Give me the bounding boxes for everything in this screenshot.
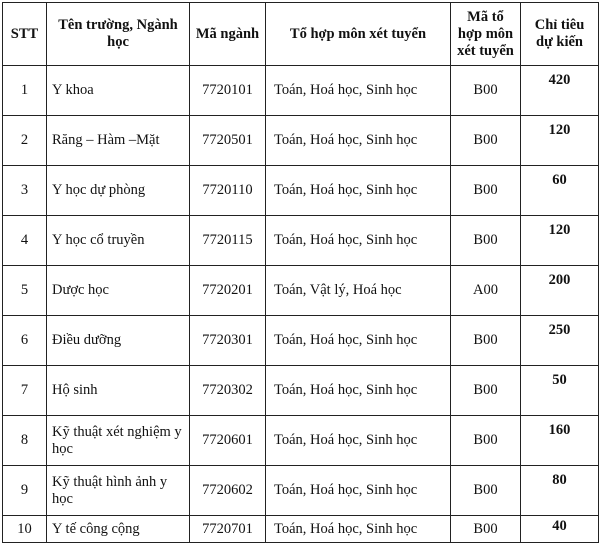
cell-stt: 4: [3, 216, 47, 266]
header-group: [451, 3, 521, 66]
cell-group: B00: [451, 366, 521, 416]
cell-name: Y học cổ truyền: [47, 216, 190, 266]
header-combo: Tổ hợp môn xét tuyển: [266, 3, 451, 66]
cell-code: 7720602: [190, 466, 266, 516]
cell-name: Điều dưỡng: [47, 316, 190, 366]
cell-name: Kỹ thuật hình ảnh y học: [47, 466, 190, 516]
cell-group: B00: [451, 216, 521, 266]
cell-stt: 9: [3, 466, 47, 516]
cell-combo: Toán, Hoá học, Sinh học: [266, 316, 451, 366]
header-group-line1: Mã tổ: [467, 8, 504, 25]
table-row: [3, 166, 599, 216]
header-quota: [521, 3, 599, 66]
cell-group: B00: [451, 466, 521, 516]
cell-group: B00: [451, 316, 521, 366]
header-quota-line1: Chỉ tiêu: [534, 17, 585, 33]
cell-code: 7720601: [190, 416, 266, 466]
cell-name: Kỹ thuật xét nghiệm y học: [47, 416, 190, 466]
cell-group: B00: [451, 66, 521, 116]
table-row: [3, 516, 599, 543]
cell-group: B00: [451, 116, 521, 166]
table-row: [3, 116, 599, 166]
header-stt: STT: [3, 3, 47, 66]
cell-combo: Toán, Hoá học, Sinh học: [266, 66, 451, 116]
cell-group: B00: [451, 416, 521, 466]
cell-name: Y tế công cộng: [47, 516, 190, 543]
cell-stt: 6: [3, 316, 47, 366]
header-name-line1: Tên trường, Ngành: [58, 17, 178, 33]
cell-combo: Toán, Hoá học, Sinh học: [266, 166, 451, 216]
cell-combo: Toán, Hoá học, Sinh học: [266, 466, 451, 516]
cell-quota: 60: [521, 166, 599, 216]
cell-combo: Toán, Hoá học, Sinh học: [266, 216, 451, 266]
cell-code: 7720115: [190, 216, 266, 266]
table-row: [3, 316, 599, 366]
admissions-table: [2, 2, 599, 543]
header-code: Mã ngành: [190, 3, 266, 66]
cell-quota: 420: [521, 66, 599, 116]
cell-code: 7720302: [190, 366, 266, 416]
header-group-line3: xét tuyển: [457, 42, 514, 59]
table-row: [3, 266, 599, 316]
cell-stt: 8: [3, 416, 47, 466]
cell-quota: 160: [521, 416, 599, 466]
cell-group: A00: [451, 266, 521, 316]
cell-quota: 200: [521, 266, 599, 316]
cell-stt: 5: [3, 266, 47, 316]
table-row: [3, 216, 599, 266]
cell-stt: 7: [3, 366, 47, 416]
cell-code: 7720101: [190, 66, 266, 116]
cell-code: 7720701: [190, 516, 266, 543]
cell-stt: 10: [3, 516, 47, 543]
header-group-line2: hợp môn: [457, 25, 514, 42]
cell-quota: 120: [521, 116, 599, 166]
cell-stt: 2: [3, 116, 47, 166]
cell-stt: 1: [3, 66, 47, 116]
cell-quota: 250: [521, 316, 599, 366]
cell-group: B00: [451, 166, 521, 216]
cell-quota: 120: [521, 216, 599, 266]
cell-name: Y khoa: [47, 66, 190, 116]
cell-group: B00: [451, 516, 521, 543]
cell-name: Răng – Hàm –Mặt: [47, 116, 190, 166]
table-row: [3, 466, 599, 516]
table-row: [3, 416, 599, 466]
cell-quota: 40: [521, 516, 599, 543]
header-name-line2: học: [107, 34, 129, 50]
table-row: [3, 66, 599, 116]
cell-combo: Toán, Hoá học, Sinh học: [266, 516, 451, 543]
cell-combo: Toán, Hoá học, Sinh học: [266, 416, 451, 466]
cell-stt: 3: [3, 166, 47, 216]
header-name: [47, 3, 190, 66]
cell-code: 7720110: [190, 166, 266, 216]
cell-combo: Toán, Hoá học, Sinh học: [266, 366, 451, 416]
cell-code: 7720201: [190, 266, 266, 316]
cell-name: Y học dự phòng: [47, 166, 190, 216]
cell-combo: Toán, Vật lý, Hoá học: [266, 266, 451, 316]
table-row: [3, 366, 599, 416]
cell-code: 7720501: [190, 116, 266, 166]
cell-quota: 50: [521, 366, 599, 416]
cell-name: Dược học: [47, 266, 190, 316]
header-row: [3, 3, 599, 66]
header-quota-line2: dự kiến: [536, 34, 583, 50]
cell-combo: Toán, Hoá học, Sinh học: [266, 116, 451, 166]
cell-name: Hộ sinh: [47, 366, 190, 416]
cell-quota: 80: [521, 466, 599, 516]
cell-code: 7720301: [190, 316, 266, 366]
